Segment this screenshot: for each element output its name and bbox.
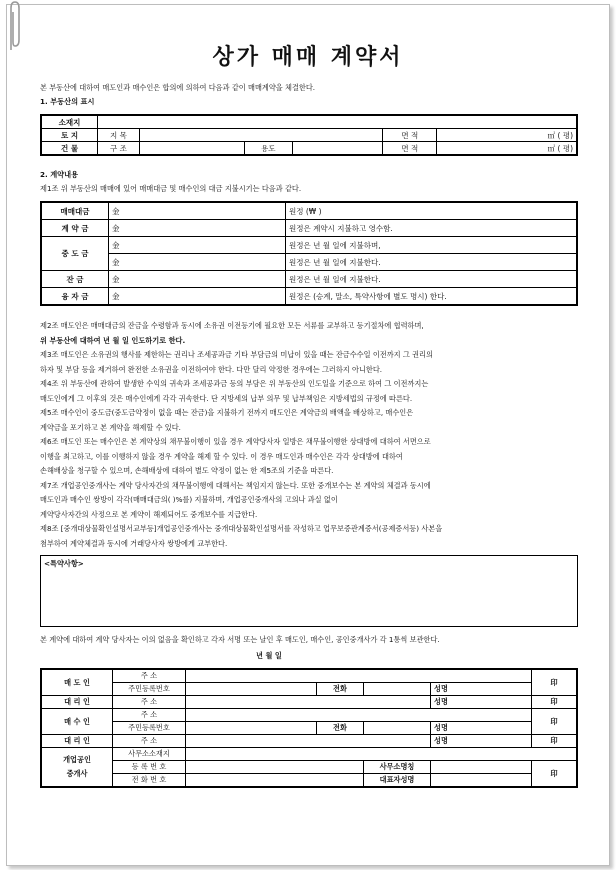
article-line: 제7조 개업공인중개사는 계약 당사자간의 채무불이행에 대해서는 책임지지 않는다. 또한 중개보수는 본 계약의 체결과 동시에 [40,480,431,490]
phone-number-label: 전 화 번 호 [113,774,186,788]
buyer-phone-value[interactable] [364,722,431,735]
buyer-id-label: 주민등록번호 [113,722,186,735]
building-label: 건 물 [41,142,98,156]
seller-address-label: 주 소 [113,669,186,683]
seller-name-label: 성명 [434,684,448,693]
payment-table [40,201,578,306]
contract-date: 년 월 일 [256,651,282,660]
broker-label-line1: 개업공인 [63,755,91,764]
confirmation-text: 본 계약에 대하여 계약 당사자는 이의 없음을 확인하고 각자 서명 또는 날인 후 매도인, 매수인, 공인중개사가 각 1통씩 보관한다. [40,635,440,644]
seller-agent-name-label: 성명 [434,697,448,706]
buyer-seal: 印 [532,709,578,735]
article-line: 제4조 위 부동산에 관하여 발생한 수익의 귀속과 조세공과금 등의 부담은 위 부동산의 인도일을 기준으로 하여 그 이전까지는 [40,379,429,388]
interim-currency-1[interactable]: 金 [109,237,286,254]
representative-name-value[interactable] [431,774,532,788]
location-label: 소재지 [41,115,98,129]
broker-label [41,748,113,788]
land-area-value[interactable]: ㎡ ( 평) [437,129,577,142]
building-area-value[interactable]: ㎡ ( 평) [437,142,577,156]
sale-price-currency[interactable]: 金 [109,202,286,220]
article-line: 매도인과 매수인 쌍방이 각각(매매대금의( )%를) 지불하며, 개업공인중개사의 고의나 과실 없이 [40,495,338,504]
office-location-label: 사무소소재지 [113,748,186,761]
phone-number-value[interactable] [186,774,364,788]
seller-agent-label: 대 리 인 [41,696,113,709]
location-value[interactable] [98,115,577,129]
seller-label: 매 도 인 [41,669,113,696]
interim-currency-2[interactable]: 金 [109,254,286,271]
buyer-agent-label: 대 리 인 [41,735,113,748]
seller-address-value[interactable] [186,669,532,683]
buyer-name-cell[interactable] [431,722,532,735]
seller-name-cell[interactable] [431,683,532,696]
article-line: 제8조 [중개대상물확인설명서교부등]개업공인중개사는 중개대상물확인설명서를 작성하고 업무보증관계증서(공제증서등) 사본을 [40,524,443,533]
registration-number-label: 등 록 번 호 [113,761,186,774]
property-table [40,114,578,156]
seller-id-value[interactable] [186,683,317,696]
structure-value[interactable] [139,142,244,156]
office-name-label: 사무소명칭 [364,761,431,774]
seller-phone-label: 전화 [317,683,364,696]
broker-seal: 印 [532,761,578,788]
land-type-value[interactable] [139,129,383,142]
office-name-value[interactable] [431,761,532,774]
buyer-label: 매 수 인 [41,709,113,735]
seller-agent-address-label: 주 소 [113,696,186,709]
seller-phone-value[interactable] [364,683,431,696]
deposit-currency[interactable]: 金 [109,220,286,237]
special-terms-label: <특약사항> [44,559,84,568]
land-area-label: 면 적 [383,129,437,142]
signature-table [40,668,578,788]
deposit-label: 계 약 금 [41,220,109,237]
buyer-address-label: 주 소 [113,709,186,722]
use-value[interactable] [292,142,383,156]
structure-label: 구 조 [98,142,140,156]
loan-currency[interactable]: 金 [109,288,286,306]
document-title: 상가 매매 계약서 [212,45,404,70]
balance-label: 잔 금 [41,271,109,288]
article-line: 첨부하여 계약체결과 동시에 거래당사자 쌍방에게 교부한다. [40,538,228,548]
sale-price-text: 원정 (₩ ) [286,202,578,220]
loan-text: 원정은 (승계, 말소, 특약사항에 별도 명시) 한다. [286,288,578,306]
deposit-text: 원정은 계약시 지불하고 영수함. [286,220,578,237]
representative-name-label: 대표자성명 [364,774,431,788]
article-line: 계약당사자간의 사정으로 본 계약이 해제되어도 중개보수를 지급한다. [40,509,258,519]
article-line: 제6조 매도인 또는 매수인은 본 계약상의 채무불이행이 있을 경우 계약당사자 일방은 채무불이행한 상대방에 대하여 서면으로 [40,437,431,446]
article-line: 하자 및 부담 등을 제거하여 완전한 소유권을 이전하여야 한다. 다만 달리 약정한 경우에는 그러하지 아니한다. [40,364,383,374]
buyer-phone-label: 전화 [317,722,364,735]
article-line: 제3조 매도인은 소유권의 행사를 제한하는 권리나 조세공과금 기타 부담금의 미납이 있을 때는 잔금수수일 이전까지 그 권리의 [40,350,433,359]
section-2-heading: 2. 계약내용 [40,170,79,179]
buyer-agent-seal: 印 [532,735,578,748]
loan-label: 융 자 금 [41,288,109,306]
article-line: 계약금을 포기하고 본 계약을 해제할 수 있다. [40,422,181,432]
article-1-text: 제1조 위 부동산의 매매에 있어 매매대금 및 매수인의 대금 지불시기는 다음과 같다. [40,184,302,193]
buyer-agent-address-label: 주 소 [113,735,186,748]
special-terms-box[interactable] [40,555,578,627]
buyer-id-value[interactable] [186,722,317,735]
balance-currency[interactable]: 金 [109,271,286,288]
balance-text: 원정은 년 월 일에 지불한다. [286,271,578,288]
buyer-agent-name-label: 성명 [434,736,448,745]
broker-label-line2: 중개사 [66,769,88,778]
seller-agent-address-value[interactable] [186,696,431,709]
article-line: 제5조 매수인이 중도금(중도금약정이 없을 때는 잔금)을 지불하기 전까지 매도인은 계약금의 배액을 배상하고, 매수인은 [40,408,414,417]
seller-id-label: 주민등록번호 [113,683,186,696]
interim-text-2: 원정은 년 월 일에 지불한다. [286,254,578,271]
buyer-address-value[interactable] [186,709,532,722]
land-type-label: 지 목 [98,129,140,142]
intro-text: 본 부동산에 대하여 매도인과 매수인은 합의에 의하여 다음과 같이 매매계약을 체결한다. [40,83,316,92]
seller-agent-seal: 印 [532,696,578,709]
interim-text-1: 원정은 년 월 일에 지불하며, [286,237,578,254]
use-label: 용도 [244,142,292,156]
sale-price-label: 매매대금 [41,202,109,220]
buyer-agent-address-value[interactable] [186,735,431,748]
building-area-label: 면 적 [383,142,437,156]
article-line: 매도인에게 그 이후의 것은 매수인에게 각각 귀속한다. 단 지방세의 납부 의무 및 납부책임은 지방세법의 규정에 따른다. [40,393,413,403]
buyer-agent-name-cell[interactable] [431,735,532,748]
article-line: 손해배상을 청구할 수 있으며, 손해배상에 대하여 별도 약정이 없는 한 제5조의 기준을 따른다. [40,466,334,475]
interim-label: 중 도 금 [41,237,109,271]
seller-seal: 印 [532,669,578,696]
seller-agent-name-cell[interactable] [431,696,532,709]
land-label: 토 지 [41,129,98,142]
article-line: 제2조 매도인은 매매대금의 잔금을 수령함과 동시에 소유권 이전등기에 필요한 모든 서류를 교부하고 등기절차에 협력하며, [40,321,424,330]
article-line: 이행을 최고하고, 이를 이행하지 않을 경우 계약을 해제 할 수 있다. 이 경우 매도인과 매수인은 각각 상대방에 대하여 [40,451,403,461]
buyer-name-label: 성명 [434,723,448,732]
registration-number-value[interactable] [186,761,364,774]
office-location-value[interactable] [186,748,578,761]
section-1-heading: 1. 부동산의 표시 [40,97,95,106]
article-line: 위 부동산에 대하여 년 월 일 인도하기로 한다. [40,335,186,345]
